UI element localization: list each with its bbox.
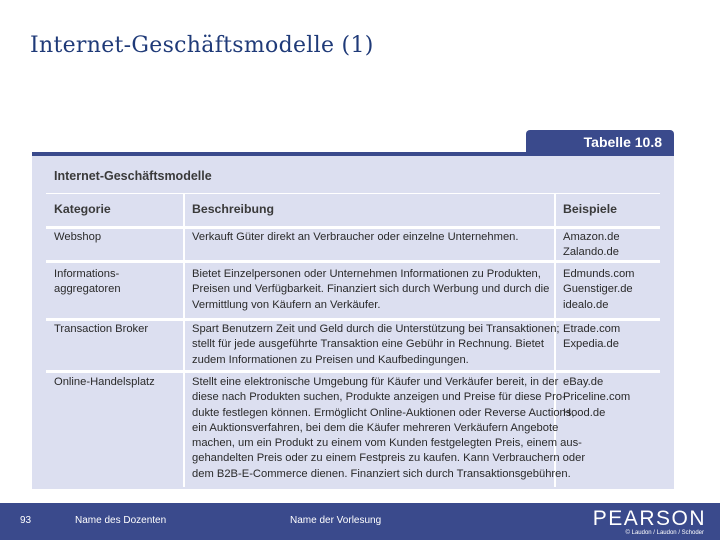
column-divider	[183, 194, 185, 487]
row3-beispiele: Etrade.com Expedia.de	[563, 323, 621, 351]
row2-beispiele: Edmunds.com Guenstiger.de idealo.de	[563, 268, 635, 311]
page-number: 93	[20, 515, 32, 526]
slide-title: Internet-Geschäftsmodelle (1)	[30, 33, 374, 58]
row4-beschreibung: Stellt eine elektronische Umgebung für Käufer und Verkäufer bereit, in der diese nach Produkten suchen, Produkte anzeigen und Preise für diese Pro- dukte festlegen können. Ermöglicht Online-Auktionen oder Reverse Auctions, ein Auktionsverfahren, bei dem die Käufer mehreren Verkäufern Angebote machen, um ein Produkt zu einem vom Kunden festgelegten Preis, einem aus- gehandelten Preis oder zu einem Festpreis zu kaufen. Kann Verbrauchern oder dem B2B-E-Commerce dienen. Finanziert sich durch Transaktionsgebühren.	[192, 376, 586, 480]
title-divider	[46, 193, 660, 194]
row1-kategorie: Webshop	[54, 231, 102, 243]
header-kategorie: Kategorie	[54, 202, 111, 216]
lecture-name: Name der Vorlesung	[290, 515, 382, 526]
header-beispiele: Beispiele	[563, 202, 617, 216]
row-divider	[46, 226, 660, 229]
row4-kategorie: Online-Handelsplatz	[54, 376, 155, 388]
header-beschreibung: Beschreibung	[192, 202, 274, 216]
copyright-note: © Laudon / Laudon / Schoder	[625, 530, 704, 536]
row3-beschreibung: Spart Benutzern Zeit und Geld durch die Unterstützung bei Transaktionen; stellt für jede ausgeführte Transaktion eine Gebühr in Rechnung. Bietet zudem Informationen zu Preisen und Kaufbedingungen.	[192, 323, 560, 366]
pearson-logo: PEARSON	[592, 507, 706, 530]
table-panel	[32, 156, 674, 489]
table-number: Tabelle 10.8	[583, 134, 662, 150]
row1-beispiele: Amazon.de Zalando.de	[563, 231, 620, 259]
footer-bar	[0, 503, 720, 540]
lecturer-name: Name des Dozenten	[75, 515, 167, 526]
table-title: Internet-Geschäftsmodelle	[54, 169, 212, 183]
row4-beispiele: eBay.de Priceline.com Hood.de	[563, 376, 631, 419]
row2-kategorie: Informations- aggregatoren	[54, 268, 121, 296]
row3-kategorie: Transaction Broker	[54, 323, 149, 335]
row-divider	[46, 318, 660, 321]
row1-beschreibung: Verkauft Güter direkt an Verbraucher oder einzelne Unternehmen.	[192, 231, 519, 243]
row-divider	[46, 370, 660, 373]
row2-beschreibung: Bietet Einzelpersonen oder Unternehmen Informationen zu Produkten, Preisen und Verfügbarkeit. Finanziert sich durch Werbung und durch die Vermittlung von Käufern an Verkäufer.	[192, 268, 550, 311]
